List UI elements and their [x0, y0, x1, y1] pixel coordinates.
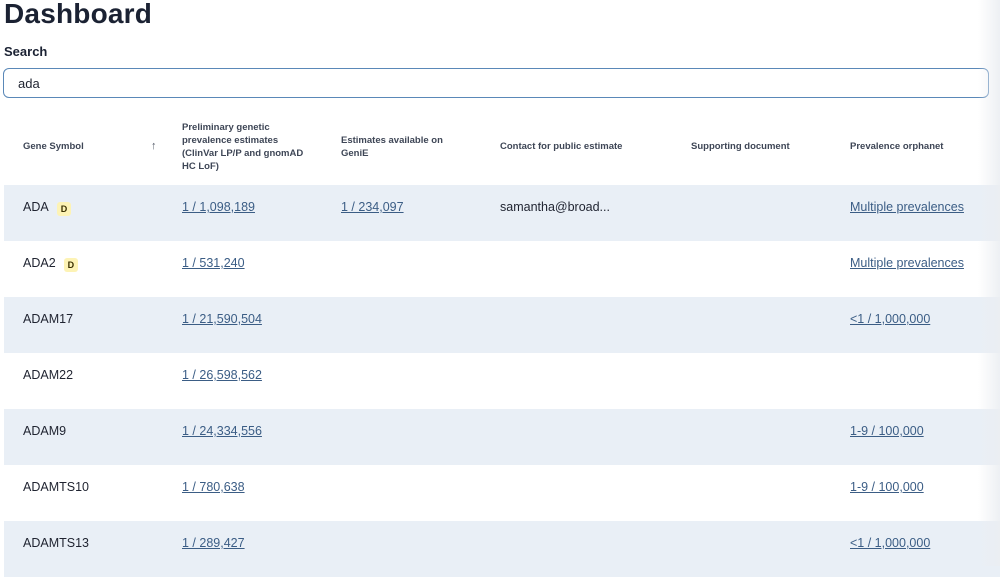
- table-body: [4, 185, 1000, 577]
- sort-ascending-icon[interactable]: ↑: [151, 140, 157, 152]
- gene-symbol-cell: [23, 185, 71, 241]
- table-row: [4, 297, 1000, 353]
- prevalence-orphanet-link[interactable]: <1 / 1,000,000: [850, 312, 931, 326]
- prevalence-orphanet-cell: [850, 297, 930, 353]
- gene-symbol: ADAMTS10: [23, 480, 89, 494]
- header-preliminary-estimates[interactable]: Preliminary genetic prevalence estimates (ClinVar LP/P and gnomAD HC LoF): [182, 121, 304, 172]
- header-genie-estimates[interactable]: Estimates available on GeniE: [341, 134, 443, 159]
- gene-symbol: ADAM9: [23, 424, 67, 438]
- preliminary-estimate-link[interactable]: 1 / 289,427: [182, 536, 245, 550]
- search-input[interactable]: [3, 68, 989, 98]
- gene-symbol-cell: [23, 465, 89, 521]
- preliminary-estimate-cell: [182, 241, 245, 297]
- preliminary-estimate-link[interactable]: 1 / 26,598,562: [182, 368, 262, 382]
- prevalence-orphanet-link[interactable]: <1 / 1,000,000: [850, 536, 931, 550]
- preliminary-estimate-cell: [182, 353, 262, 409]
- gene-symbol-cell: [23, 409, 66, 465]
- header-prevalence-orphanet[interactable]: Prevalence orphanet: [850, 141, 944, 152]
- contact-cell: [500, 185, 610, 241]
- search-label: Search: [4, 44, 48, 59]
- preliminary-estimate-link[interactable]: 1 / 1,098,189: [182, 200, 255, 214]
- gene-badge: D: [64, 258, 79, 272]
- table-row: [4, 353, 1000, 409]
- table-row: [4, 409, 1000, 465]
- gene-symbol: ADAMTS13: [23, 536, 89, 550]
- header-supporting-document[interactable]: Supporting document: [691, 141, 790, 152]
- gene-symbol: ADA: [23, 200, 49, 214]
- gene-symbol: ADAM17: [23, 312, 74, 326]
- preliminary-estimate-cell: [182, 521, 245, 577]
- prevalence-orphanet-cell: [850, 521, 930, 577]
- table-row: [4, 241, 1000, 297]
- table-row: [4, 185, 1000, 241]
- table-row: [4, 521, 1000, 577]
- preliminary-estimate-link[interactable]: 1 / 780,638: [182, 480, 245, 494]
- header-gene-symbol[interactable]: Gene Symbol: [23, 141, 84, 152]
- header-contact[interactable]: Contact for public estimate: [500, 141, 623, 152]
- gene-badge: D: [57, 202, 72, 216]
- prevalence-orphanet-cell: [850, 465, 924, 521]
- prevalence-orphanet-cell: [850, 185, 964, 241]
- table-header: [4, 108, 1000, 185]
- prevalence-orphanet-link[interactable]: Multiple prevalences: [850, 200, 964, 214]
- preliminary-estimate-cell: [182, 185, 255, 241]
- genie-estimate-link[interactable]: 1 / 234,097: [341, 200, 404, 214]
- preliminary-estimate-cell: [182, 465, 245, 521]
- preliminary-estimate-cell: [182, 409, 262, 465]
- preliminary-estimate-cell: [182, 297, 262, 353]
- prevalence-orphanet-link[interactable]: 1-9 / 100,000: [850, 424, 924, 438]
- gene-symbol-cell: [23, 521, 89, 577]
- preliminary-estimate-link[interactable]: 1 / 21,590,504: [182, 312, 262, 326]
- table-row: [4, 465, 1000, 521]
- gene-table: [4, 108, 1000, 577]
- preliminary-estimate-link[interactable]: 1 / 24,334,556: [182, 424, 262, 438]
- preliminary-estimate-link[interactable]: 1 / 531,240: [182, 256, 245, 270]
- gene-symbol-cell: [23, 241, 78, 297]
- prevalence-orphanet-link[interactable]: Multiple prevalences: [850, 256, 964, 270]
- prevalence-orphanet-link[interactable]: 1-9 / 100,000: [850, 480, 924, 494]
- contact-email: samantha@broad...: [500, 200, 610, 214]
- gene-symbol: ADAM22: [23, 368, 74, 382]
- gene-symbol: ADA2: [23, 256, 56, 270]
- genie-estimate-cell: [341, 185, 404, 241]
- page-title: Dashboard: [4, 0, 153, 29]
- prevalence-orphanet-cell: [850, 241, 964, 297]
- gene-symbol-cell: [23, 297, 73, 353]
- prevalence-orphanet-cell: [850, 409, 924, 465]
- gene-symbol-cell: [23, 353, 73, 409]
